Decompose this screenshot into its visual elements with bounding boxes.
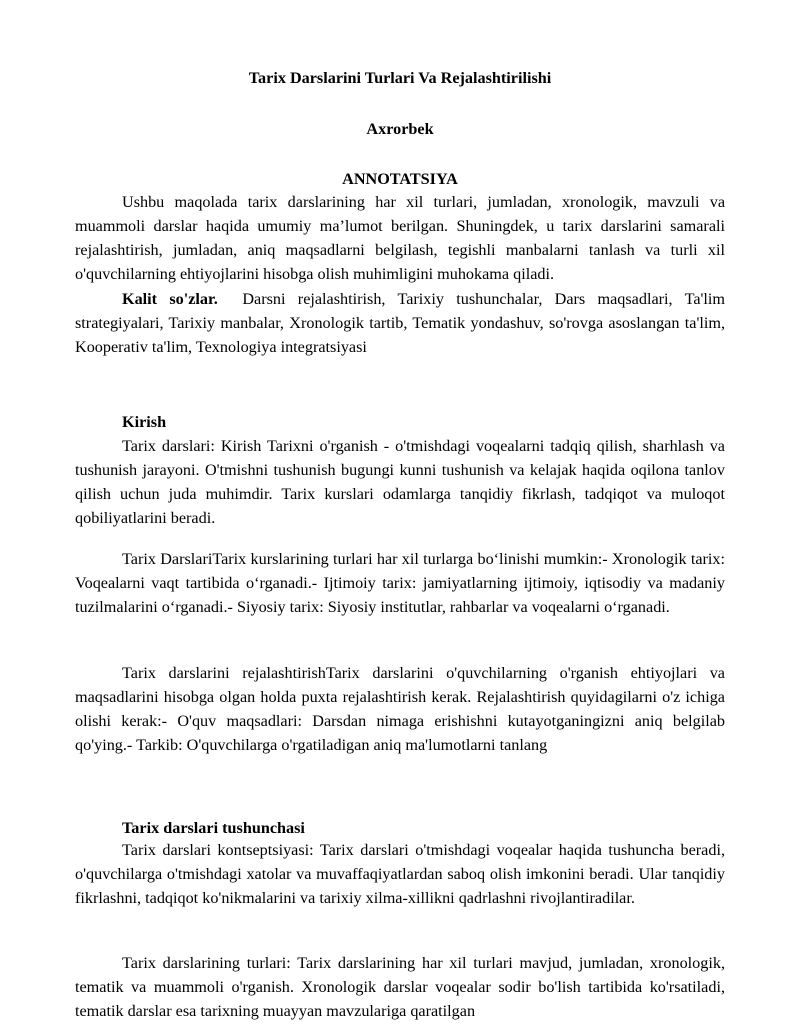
keywords-text: Darsni rejalashtirish, Tarixiy tushunchalar, Dars maqsadlari, Ta'lim strategiyalari, Tarixiy manbalar, Xronologik tartib, Tematik yondashuv, so'rovga asoslangan ta'lim, Kooperativ ta'lim, Texnologiya integratsiyasi xyxy=(75,290,726,356)
paragraph: Tarix darslarini rejalashtirishTarix darslarini o'quvchilarning o'rganish ehtiyojlari va maqsadlarini hisobga olgan holda puxta rejalashtirish kerak. Rejalashtirish quyidagilarni o'z ichiga olishi kerak:- O'quv maqsadlari: Darsdan nimaga erishishni kutayotganingizni aniq belgilab qo'ying.- Tarkib: O'quvchilarga o'rgatiladigan aniq ma'lumotlarni tanlang xyxy=(75,664,725,754)
paragraph: Tarix darslarining turlari: Tarix darslarining har xil turlari mavjud, jumladan, xronologik, tematik va muammoli o'rganish. Xronologik darslar voqealar sodir bo'lish tartibida ko'rsatiladi, tematik darslar esa tarixning muayyan mavzulariga qaratilgan xyxy=(75,954,725,1020)
keywords-label: Kalit so'zlar. xyxy=(122,290,218,308)
section-heading-kirish: Kirish xyxy=(122,413,167,431)
paragraph: Tarix darslari kontseptsiyasi: Tarix darslari o'tmishdagi voqealar haqida tushuncha beradi, o'quvchilarga o'tmishdagi xatolar va muvaffaqiyatlardan saboq olish imkonini beradi. Ular tanqidiy fikrlashni, tadqiqot ko'nikmalarini va tarixiy xilma-xillikni qadrlashni rivojlantiradilar. xyxy=(75,841,725,907)
abstract-heading: ANNOTATSIYA xyxy=(342,170,458,188)
paragraph: Tarix darslari: Kirish Tarixni o'rganish - o'tmishdagi voqealarni tadqiq qilish, sharhlash va tushunish jarayoni. O'tmishni tushunish bugungi kunni tushunish va kelajak haqida oqilona tanlov qilish uchun juda muhimdir. Tarix kurslari odamlarga tanqidiy fikrlash, tadqiqot va muloqot qobiliyatlarini beradi. xyxy=(75,437,725,527)
author-name: Axrorbek xyxy=(366,120,434,138)
paragraph: Tarix DarslariTarix kurslarining turlari har xil turlarga boʻlinishi mumkin:- Xronologik tarix: Voqealarni vaqt tartibida oʻrganadi.- Ijtimoiy tarix: jamiyatlarning ijtimoiy, iqtisodiy va madaniy tuzilmalarini oʻrganadi.- Siyosiy tarix: Siyosiy institutlar, rahbarlar va voqealarni oʻrganadi. xyxy=(75,550,725,616)
abstract-paragraph: Ushbu maqolada tarix darslarining har xil turlari, jumladan, xronologik, mavzuli va muammoli darslar haqida umumiy ma’lumot berilgan. Shuningdek, u tarix darslarini samarali rejalashtirish, jumladan, aniq maqsadlarni belgilash, tegishli manbalarni tanlash va turli xil o'quvchilarning ehtiyojlarini hisobga olish muhimligini muhokama qiladi. xyxy=(75,193,725,283)
keywords-paragraph xyxy=(75,287,725,359)
document-title: Tarix Darslarini Turlari Va Rejalashtirilishi xyxy=(248,69,552,87)
section-heading-tushunchasi: Tarix darslari tushunchasi xyxy=(122,819,305,837)
